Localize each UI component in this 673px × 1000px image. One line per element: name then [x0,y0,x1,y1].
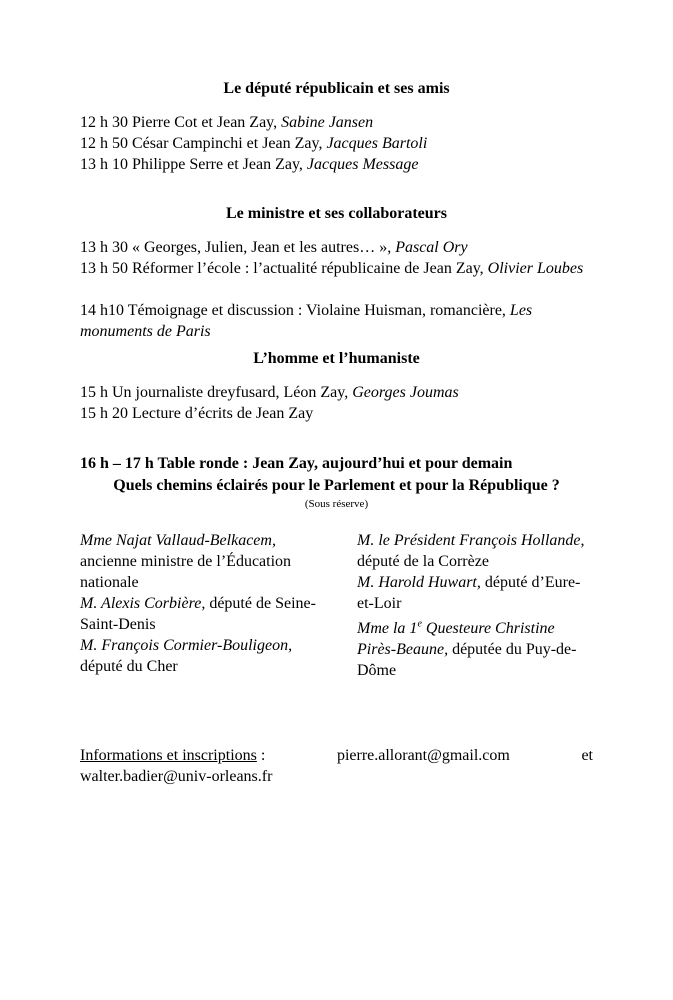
round-table-subtitle: Quels chemins éclairés pour le Parlement et pour la République ? [113,477,560,494]
program-item: 15 h Un journaliste dreyfusard, Léon Zay, Georges Joumas [80,384,459,401]
program-item: 12 h 50 César Campinchi et Jean Zay, Jacques Bartoli [80,135,428,152]
info-block: Informations et inscriptions : pierre.allorant@gmail.com et walter.badier@univ-orleans.fr [80,747,593,785]
program-item: 12 h 30 Pierre Cot et Jean Zay, Sabine Jansen [80,114,374,131]
participants-left-column [80,530,320,677]
info-label: Informations et inscriptions [80,747,257,764]
program-item: 13 h 10 Philippe Serre et Jean Zay, Jacques Message [80,156,419,173]
program-item: 13 h 50 Réformer l’école : l’actualité républicaine de Jean Zay, Olivier Loubes [80,260,584,277]
participant: Mme la 1e Questeure Christine Pirès-Beaune, députée du Puy-de-Dôme [357,619,577,680]
participant: M. Alexis Corbière, député de Seine-Saint-Denis [80,595,316,633]
program-item: 13 h 30 « Georges, Julien, Jean et les autres… », Pascal Ory [80,239,468,256]
email-link[interactable]: walter.badier@univ-orleans.fr [80,768,273,785]
participant: Mme Najat Vallaud-Belkacem, ancienne ministre de l’Éducation nationale [80,532,292,591]
program-item: 14 h10 Témoignage et discussion : Violaine Huisman, romancière, Les monuments de Paris [80,302,533,340]
round-table-note: (Sous réserve) [304,498,369,510]
round-table-title: 16 h – 17 h Table ronde : Jean Zay, aujourd’hui et pour demain [80,455,513,472]
participants-right-column [357,530,597,681]
section-title-homme: L’homme et l’humaniste [253,350,420,367]
program-item: 15 h 20 Lecture d’écrits de Jean Zay [80,405,314,422]
section-title-depute: Le député républicain et ses amis [223,80,450,97]
participant: M. Harold Huwart, député d’Eure-et-Loir [357,574,581,612]
section-title-ministre: Le ministre et ses collaborateurs [226,205,447,222]
participant: M. le Président François Hollande, député de la Corrèze [357,532,585,570]
participant: M. François Cormier-Bouligeon, député du Cher [80,637,293,675]
email-link[interactable]: pierre.allorant@gmail.com [336,747,510,764]
